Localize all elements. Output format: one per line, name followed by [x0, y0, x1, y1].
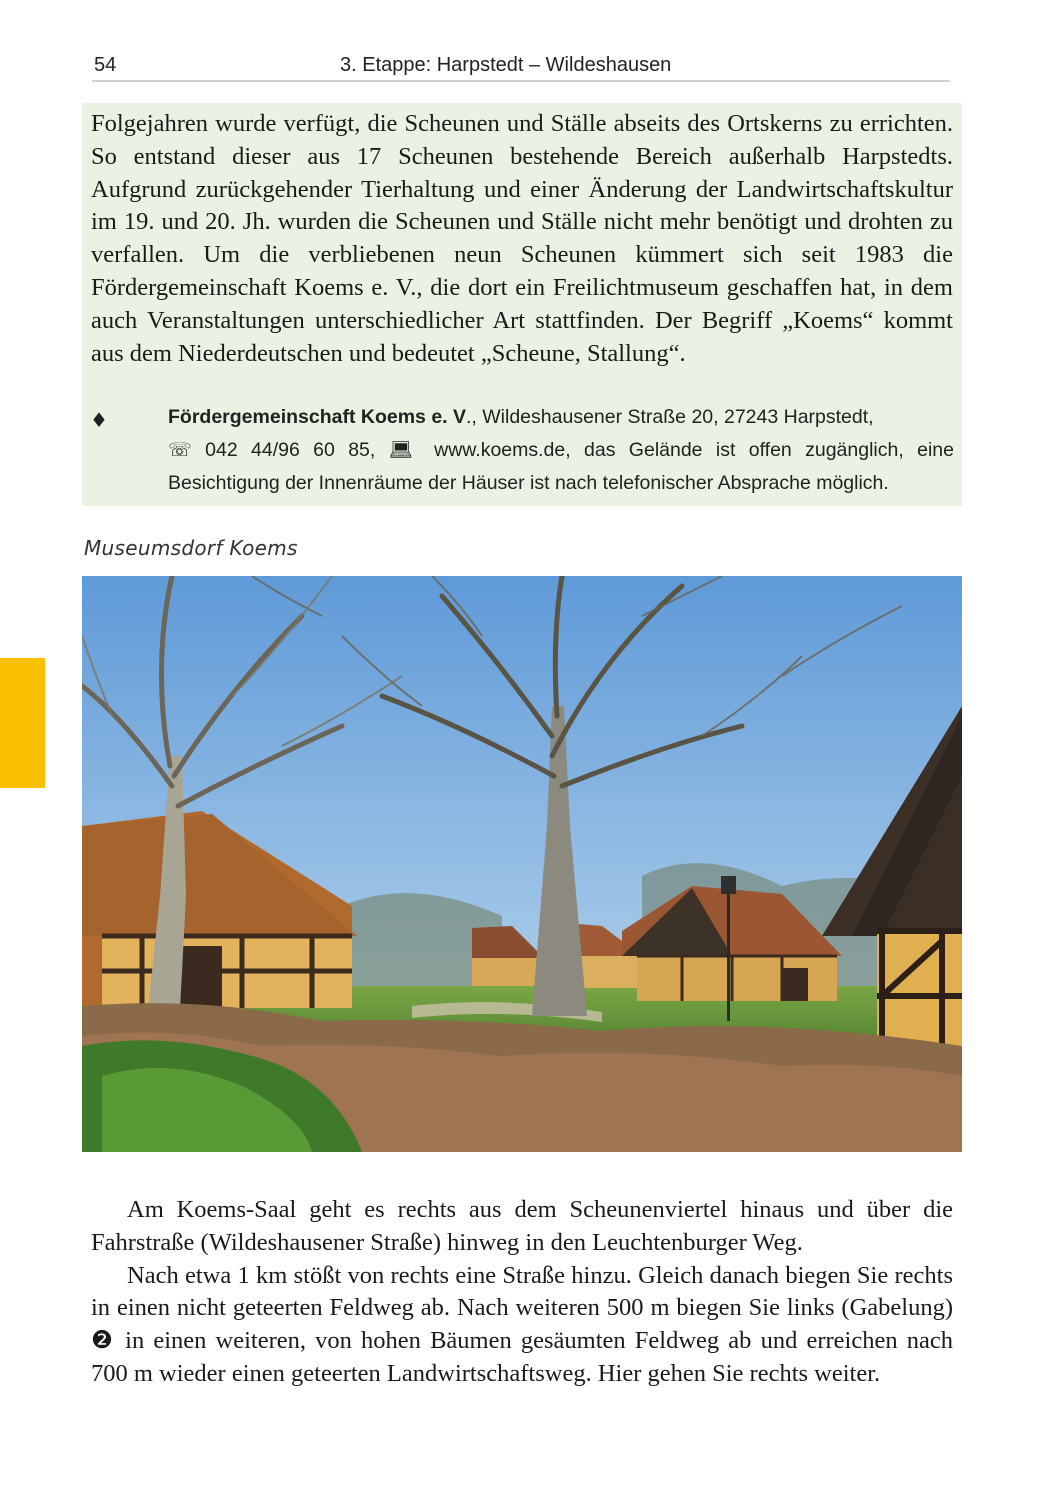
running-header [92, 52, 950, 82]
thumb-index-tab [0, 658, 45, 788]
page-number: 54 [94, 54, 117, 76]
info-box [82, 103, 962, 506]
bullet-icon: ♦ [90, 408, 108, 432]
phone-icon: ☏ [168, 439, 192, 461]
info-paragraph: Folgejahren wurde verfügt, die Scheunen und Ställe abseits des Ortskerns zu errichten. So entstand dieser aus 17 Scheunen bestehende Bereich außerhalb Harpstedts. Aufgrund zurückgehender Tierhaltung und einer Änderung der Landwirtschaftskultur im 19. und 20. Jh. wurden die Scheunen und Ställe nicht mehr benötigt und drohten zu verfallen. Um die verbliebenen neun Scheunen kümmert sich seit 1983 die Fördergemeinschaft Koems e. V., die dort ein Freilichtmuseum geschaffen hat, in dem auch Veranstaltungen unterschiedlicher Art stattfinden. Der Begriff „Koems“ kommt aus dem Niederdeutschen und bedeutet „Scheune, Stallung“. [91, 110, 953, 367]
street-address: ., Wildeshausener Straße 20, 27243 Harpstedt, [466, 406, 874, 428]
figure-caption: Museumsdorf Koems [84, 536, 298, 560]
body-paragraph: Am Koems-Saal geht es rechts aus dem Scheunenviertel hinaus und über die Fahrstraße (Wildeshausener Straße) hinweg in den Leuchtenburger Weg. [91, 1196, 953, 1256]
phone-number: 042 44/96 60 85, [205, 439, 376, 461]
museum-village-photo [82, 576, 962, 1152]
body-paragraph: Nach etwa 1 km stößt von rechts eine Straße hinzu. Gleich danach biegen Sie rechts in einen nicht geteerten Feldweg ab. Nach weiteren 500 m biegen Sie links (Gabelung) ❷ in einen weiteren, von hohen Bäumen gesäumten Feldweg ab und erreichen nach 700 m wieder einen geteerten Landwirtschaftsweg. Hier gehen Sie rechts weiter. [91, 1261, 953, 1387]
body-text [91, 1194, 953, 1391]
chapter-title: 3. Etappe: Harpstedt – Wildeshausen [340, 54, 672, 76]
computer-icon: 💻︎ [388, 439, 421, 461]
website-info: www.koems.de, das Gelände ist offen zugänglich, eine Besichtigung der Innenräume der Häuser ist nach telefonischer Absprache möglich. [168, 439, 954, 494]
address-entry [168, 401, 954, 500]
organization-name: Fördergemeinschaft Koems e. V [168, 406, 467, 428]
